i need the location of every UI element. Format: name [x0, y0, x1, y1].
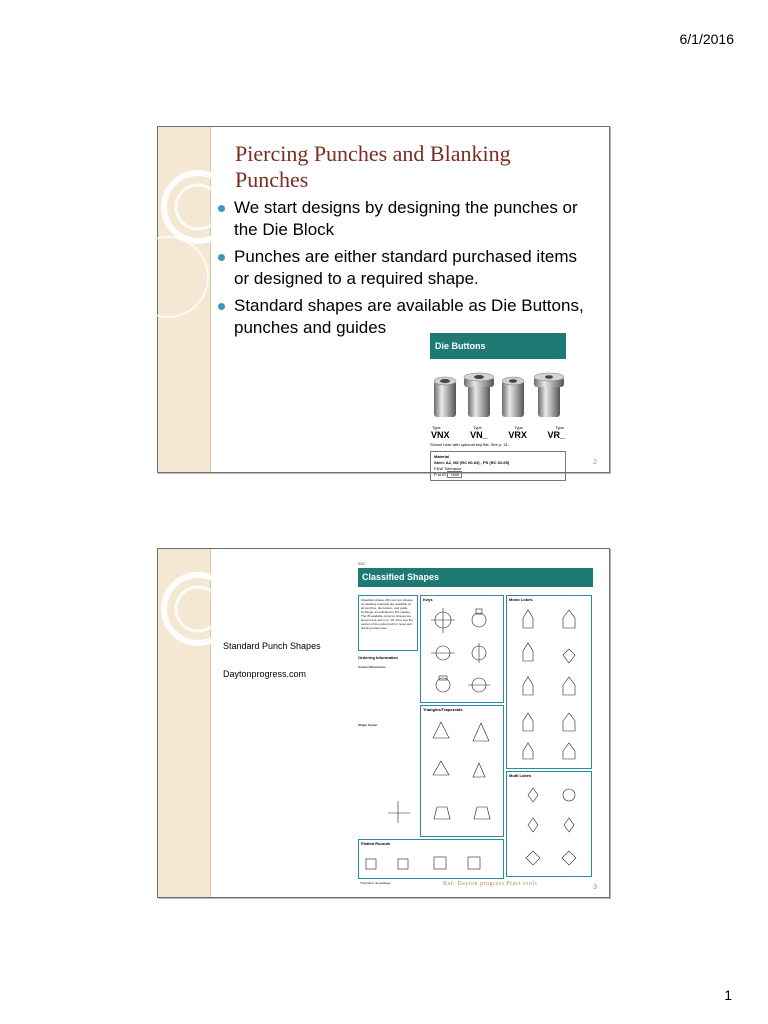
type-label: Type — [432, 425, 441, 430]
type-code: VN_ — [470, 430, 488, 440]
tolerance-text: P&W Tolerance — [434, 466, 462, 471]
type-code: VNX — [431, 430, 450, 440]
intro-text: Classified shapes (80 common shapes, no detailing required) are available on all punches, die buttons, and guide bushings, as indicated in this catalog. The 35 available common shapes are shown here and on p. 33. Also, see the section of the pullout tab for notes and drawing references. — [361, 598, 414, 630]
section-title: Triangles/Trapezoids — [423, 707, 463, 712]
type-label: Type — [555, 425, 564, 430]
material-box — [430, 451, 566, 481]
slide-title: Piercing Punches and Blanking Punches — [235, 141, 511, 192]
p-to-id-label: P to ID — [434, 472, 447, 477]
corner-dims-label: Corner Dimensions — [358, 665, 386, 669]
print-date: 6/1/2016 — [679, 31, 734, 47]
type-code: VRX — [508, 430, 527, 440]
figure-footnote: *Standard: dovetailage — [360, 881, 391, 885]
section-title: Ordering Information — [358, 655, 398, 660]
type-label: Type — [473, 425, 482, 430]
section-title: Flatted Rounds — [361, 841, 391, 846]
type-code: VR_ — [547, 430, 565, 440]
slide-thumbnail-2 — [157, 126, 610, 477]
shape-diagrams-icon — [358, 563, 593, 884]
slide-thumbnail-3 — [157, 548, 610, 898]
source-link-text: Daytonprogress.com — [223, 669, 307, 679]
rail-circles-icon — [158, 127, 210, 472]
figure-note: Shown here with optional key flat. See p. 31. — [430, 442, 509, 447]
classified-shapes-heading: Classified Shapes — [358, 568, 593, 587]
section-title: Multi Lobes — [509, 773, 532, 778]
slide-decorative-rail — [158, 127, 211, 472]
die-button-type-codes — [430, 430, 566, 440]
slide-decorative-rail — [158, 549, 211, 897]
die-button-parts-icon — [430, 367, 566, 425]
catalog-page-number: 220 — [358, 561, 365, 566]
classified-shapes-figure — [358, 563, 593, 884]
slide-number: 2 — [593, 459, 597, 466]
section-title: Keys — [423, 597, 433, 602]
bullet-item: Standard shapes are available as Die Buttons, punches and guides — [218, 295, 588, 339]
material-text: Steel: A2, M2 (RC 60-63) , PS (RC 62-65) — [434, 460, 510, 465]
die-buttons-heading: Die Buttons — [430, 333, 566, 359]
bullet-item: Punches are either standard purchased items or designed to a required shape. — [218, 246, 588, 290]
credit-text: Ref: Dayton progress Pract tools — [443, 881, 538, 887]
die-buttons-figure — [430, 333, 566, 477]
p-to-id-value: 7800 — [447, 471, 462, 478]
type-label: Type — [514, 425, 523, 430]
slide-caption: Standard Punch Shapes — [223, 641, 321, 651]
rail-circles-icon — [158, 549, 210, 897]
bullet-list — [218, 197, 588, 344]
die-button-images — [430, 367, 566, 425]
slide-number: 3 — [593, 884, 597, 891]
section-title: Mono Lobes — [509, 597, 533, 602]
bullet-item: We start designs by designing the punches or the Die Block — [218, 197, 588, 241]
shape-center-label: Shape Center — [358, 723, 378, 727]
material-label: Material — [434, 454, 450, 459]
page-number: 1 — [724, 987, 732, 1003]
